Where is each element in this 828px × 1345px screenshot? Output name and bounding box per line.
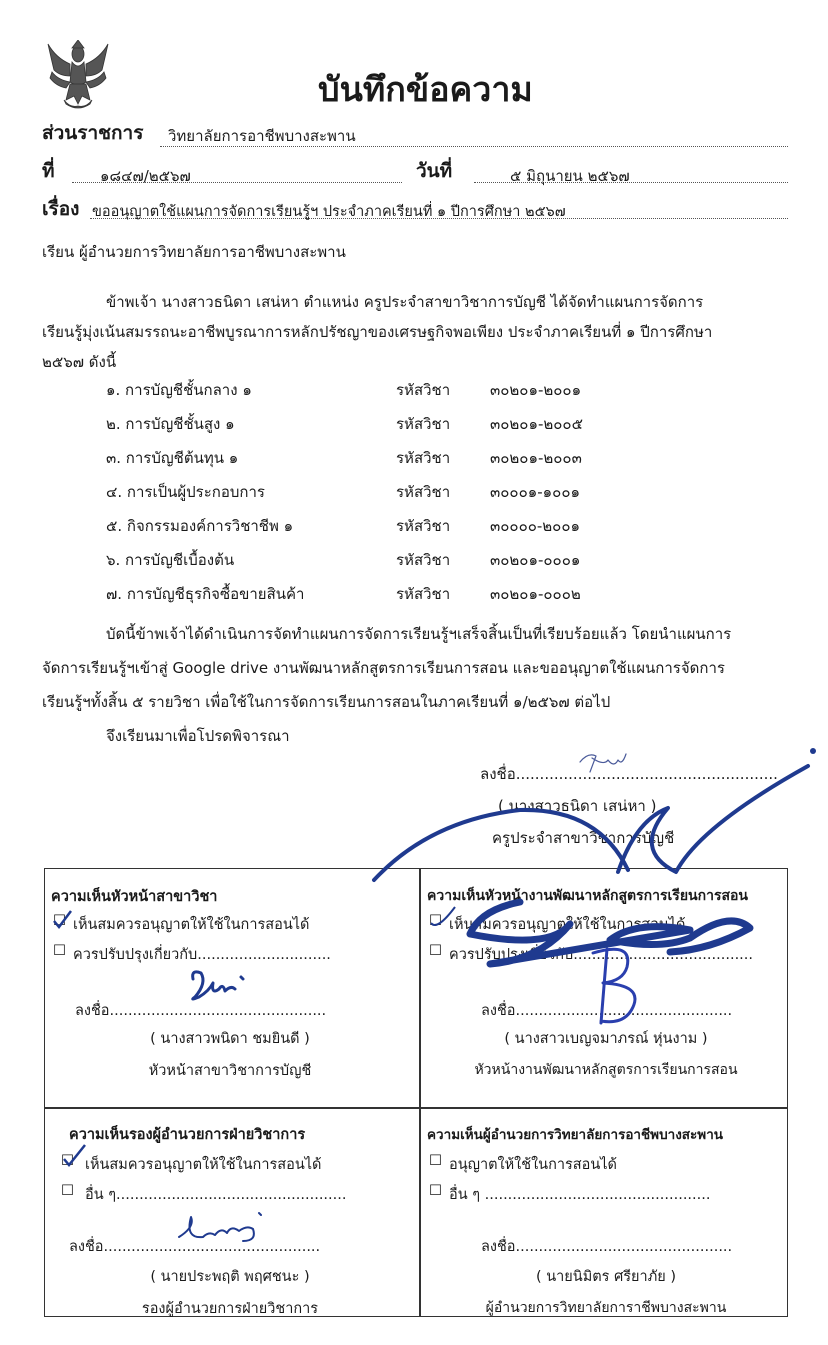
document-title: บันทึกข้อความ [318, 70, 533, 110]
director-checkbox-other[interactable]: ☐ [429, 1183, 442, 1199]
salutation: เรียน ผู้อำนวยการวิทยาลัยการอาชีพบางสะพาน [42, 243, 346, 261]
course-name: ๗. การบัญชีธุรกิจซื้อขายสินค้า [106, 585, 305, 603]
curriculum-heading: ความเห็นหัวหน้างานพัฒนาหลักสูตรการเรียนการสอน [427, 888, 748, 904]
signature-line: ลงชื่อ....................................................... [480, 765, 778, 783]
course-name: ๓. การบัญชีต้นทุน ๑ [106, 449, 239, 467]
curriculum-option-approve: เห็นสมควรอนุญาตให้ใช้ในการสอนได้ [449, 917, 686, 933]
course-code: ๓๐๒๐๑-๒๐๐๕ [490, 415, 583, 433]
course-code-label: รหัสวิชา [396, 449, 451, 467]
head-dept-signature [183, 963, 263, 1007]
course-name: ๖. การบัญชีเบื้องต้น [106, 551, 235, 569]
head-dept-sign-line: ลงชื่อ............................................... [75, 1003, 327, 1019]
agency-label: ส่วนราชการ [42, 122, 144, 144]
head-dept-position: หัวหน้าสาขาวิชาการบัญชี [148, 1063, 312, 1079]
course-name: ๒. การบัญชีชั้นสูง ๑ [106, 415, 235, 433]
course-code: ๓๐๒๐๑-๒๐๐๓ [490, 449, 582, 467]
checkmark-icon [61, 1143, 87, 1169]
para2-line1: บัดนี้ข้าพเจ้าได้ดำเนินการจัดทำแผนการจัดการเรียนรู้ฯเสร็จสิ้นเป็นที่เรียบร้อยแล้ว โดยนำแผนการ [106, 625, 732, 643]
para1-line1: ข้าพเจ้า นางสาวธนิดา เสน่หา ตำแหน่ง ครูประจำสาขาวิชาการบัญชี ได้จัดทำแผนการจัดการ [106, 293, 704, 311]
course-code-label: รหัสวิชา [396, 585, 451, 603]
curriculum-option-revise: ควรปรับปรุงเกี่ยวกับ....................................... [449, 947, 754, 963]
head-dept-option-approve: เห็นสมควรอนุญาตให้ใช้ในการสอนได้ [73, 917, 310, 933]
cell-deputy [45, 1109, 415, 1345]
course-code-label: รหัสวิชา [396, 483, 451, 501]
deputy-signature [169, 1207, 279, 1247]
subject-label: เรื่อง [42, 198, 80, 220]
date-value: ๕ มิถุนายน ๒๕๖๗ [510, 167, 630, 185]
director-signature [370, 760, 828, 1180]
course-code-label: รหัสวิชา [396, 381, 451, 399]
garuda-emblem [46, 40, 110, 110]
deputy-sign-line: ลงชื่อ............................................... [69, 1239, 321, 1255]
para2-line2: จัดการเรียนรู้ฯเข้าสู่ Google drive งานพัฒนาหลักสูตรการเรียนการสอน และขออนุญาตใช้แผนการจัดการ [42, 659, 725, 677]
deputy-checkbox-other[interactable]: ☐ [61, 1183, 74, 1199]
agency-value: วิทยาลัยการอาชีพบางสะพาน [168, 127, 356, 145]
para1-line3: ๒๕๖๗ ดังนี้ [42, 353, 117, 371]
deputy-option-other: อื่น ๆ.................................................. [85, 1187, 347, 1203]
signature-dot [806, 744, 820, 758]
course-code: ๓๐๒๐๑-๐๐๐๒ [490, 585, 581, 603]
para1-line2: เรียนรู้มุ่งเน้นสมรรถนะอาชีพบูรณาการหลักปรัชญาของเศรษฐกิจพอเพียง ประจำภาคเรียนที่ ๑ ปีการศึกษา [42, 323, 713, 341]
curriculum-name: ( นางสาวเบญจมาภรณ์ หุ่นงาม ) [504, 1031, 708, 1047]
course-code-label: รหัสวิชา [396, 415, 451, 433]
curriculum-checkbox-approve[interactable]: ☐ [429, 913, 442, 929]
deputy-checkbox-approve[interactable]: ☐ [61, 1153, 74, 1169]
cell-head-dept [45, 869, 415, 1105]
head-dept-heading: ความเห็นหัวหน้าสาขาวิชา [51, 889, 218, 905]
course-code: ๓๐๒๐๑-๐๐๐๑ [490, 551, 581, 569]
head-dept-name: ( นางสาวพนิดา ชมยินดี ) [150, 1031, 310, 1047]
course-code: ๓๐๐๐๑-๑๐๐๑ [490, 483, 581, 501]
curriculum-checkbox-revise[interactable]: ☐ [429, 943, 442, 959]
director-option-approve: อนุญาตให้ใช้ในการสอนได้ [449, 1157, 617, 1173]
closing-line: จึงเรียนมาเพื่อโปรดพิจารณา [106, 727, 290, 745]
head-dept-checkbox-approve[interactable]: ☐ [53, 913, 66, 929]
author-position: ครูประจำสาขาวิชาการบัญชี [492, 829, 675, 847]
head-dept-checkbox-revise[interactable]: ☐ [53, 943, 66, 959]
para2-line3: เรียนรู้ฯทั้งสิ้น ๕ รายวิชา เพื่อใช้ในการจัดการเรียนการสอนในภาคเรียนที่ ๑/๒๕๖๗ ต่อไป [42, 693, 611, 711]
head-dept-option-revise: ควรปรับปรุงเกี่ยวกับ............................. [73, 947, 331, 963]
course-name: ๕. กิจกรรมองค์การวิชาชีพ ๑ [106, 517, 294, 535]
author-name: ( นางสาวธนิดา เสน่หา ) [498, 797, 657, 815]
director-position: ผู้อำนวยการวิทยาลัยการาชีพบางสะพาน [485, 1300, 727, 1316]
director-heading: ความเห็นผู้อำนวยการวิทยาลัยการอาชีพบางสะพาน [427, 1127, 724, 1143]
course-code-label: รหัสวิชา [396, 551, 451, 569]
director-name: ( นายนิมิตร ศรียาภัย ) [535, 1269, 677, 1285]
course-code-label: รหัสวิชา [396, 517, 451, 535]
course-name: ๔. การเป็นผู้ประกอบการ [106, 483, 265, 501]
deputy-name: ( นายประพฤติ พฤศชนะ ) [150, 1269, 310, 1285]
director-option-other: อื่น ๆ ................................................. [449, 1187, 711, 1203]
director-sign-line: ลงชื่อ............................................... [481, 1239, 733, 1255]
deputy-heading: ความเห็นรองผู้อำนวยการฝ่ายวิชาการ [69, 1127, 306, 1143]
course-code: ๓๐๒๐๑-๒๐๐๑ [490, 381, 582, 399]
course-name: ๑. การบัญชีชั้นกลาง ๑ [106, 381, 252, 399]
course-code: ๓๐๐๐๐-๒๐๐๑ [490, 517, 581, 535]
doc-no-value: ๑๘๔๗/๒๕๖๗ [100, 167, 191, 185]
subject-value: ขออนุญาตใช้แผนการจัดการเรียนรู้ฯ ประจำภาคเรียนที่ ๑ ปีการศึกษา ๒๕๖๗ [92, 204, 566, 220]
date-label: วันที่ [416, 160, 453, 182]
doc-no-label: ที่ [42, 160, 55, 182]
checkmark-icon [51, 909, 73, 931]
director-checkbox-approve[interactable]: ☐ [429, 1153, 442, 1169]
curriculum-position: หัวหน้างานพัฒนาหลักสูตรการเรียนการสอน [474, 1062, 738, 1078]
deputy-option-approve: เห็นสมควรอนุญาตให้ใช้ในการสอนได้ [85, 1157, 322, 1173]
deputy-position: รองผู้อำนวยการฝ่ายวิชาการ [141, 1301, 319, 1317]
curriculum-sign-line: ลงชื่อ............................................... [481, 1003, 733, 1019]
